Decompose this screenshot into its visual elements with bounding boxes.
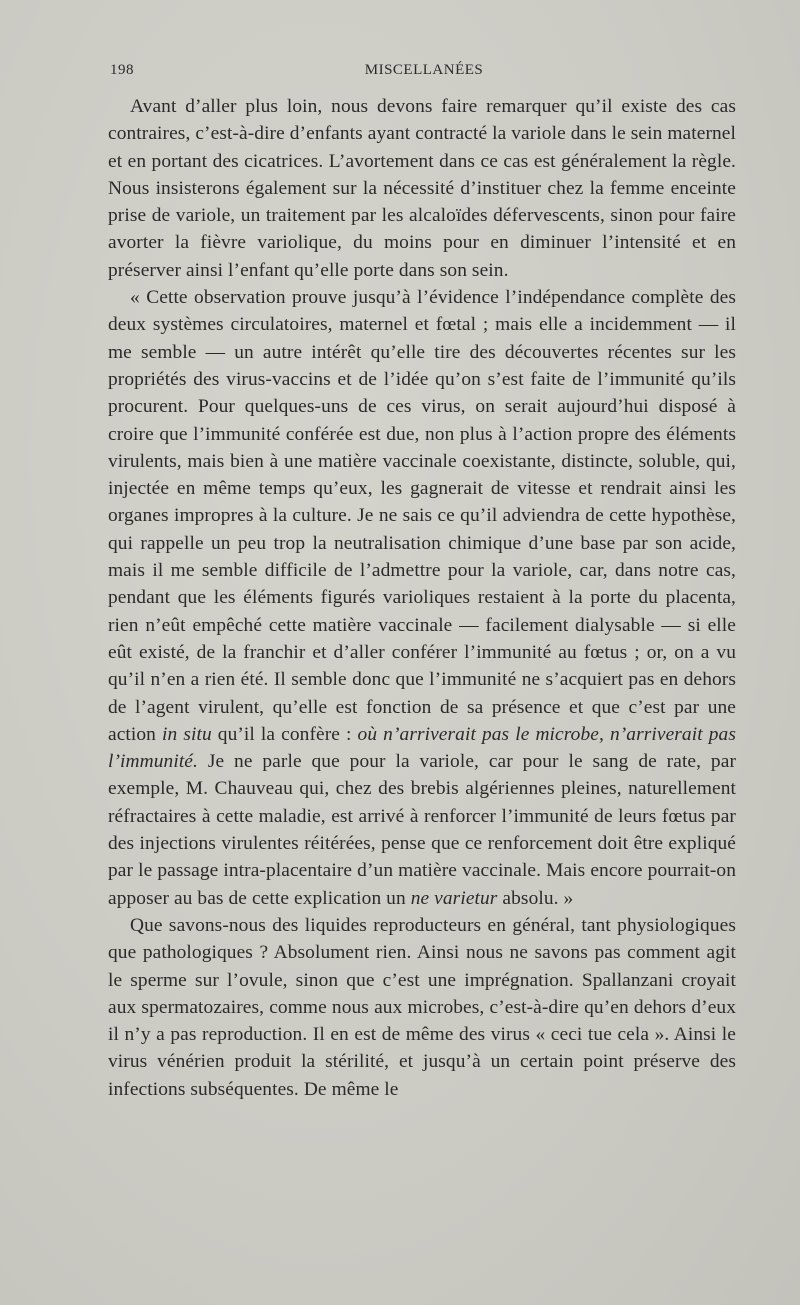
page-number: 198 [110,62,134,78]
running-title: MISCELLANÉES [364,62,484,78]
italic-span: ne varietur [410,887,498,909]
italic-span: où n’arriverait pas le microbe, n’arriverait pas l’immunité. [108,723,736,773]
italic-span: in situ [162,723,212,745]
page-header [110,62,738,84]
text-span: « Cette observation prouve jusqu’à l’évidence l’indépendance complète des deux systèmes circulatoires, maternel et fœtal ; mais elle a incidemment — il me semble — un autre intérêt qu’elle tire des découvertes récentes sur les propriétés des virus-vaccins et de l’idée qu’on s’est faite de l’immunité qu’ils procurent. Pour quelques-uns de ces virus, on serait aujourd’hui disposé à croire que l’immunité conférée est due, non plus à l’action propre des éléments virulents, mais bien à une matière vaccinale coexistante, distincte, soluble, qui, injectée en même temps qu’eux, les gagnerait de vitesse et rendrait ainsi les organes impropres à la culture. Je ne sais ce qu’il adviendra de cette hypothèse, qui rappelle un peu trop la neutralisation chimique d’une base par son acide, mais il me semble difficile de l’admettre pour la variole, car, dans notre cas, pendant que les éléments figurés varioliques restaient à la porte du placenta, rien n’eût empêché cette matière vaccinale — facilement dialysable — si elle eût existé, de la franchir et d’aller conférer l’immunité au fœtus ; or, on a vu qu’il n’en a rien été. Il semble donc que l’immunité ne s’acquiert pas en dehors de l’agent virulent, qu’elle est fonction de sa présence et que c’est par une action [108,287,736,745]
paragraph [108,93,736,284]
text-span: Que savons-nous des liquides reproducteurs en général, tant physiologiques que pathologiques ? Absolument rien. Ainsi nous ne savons pas comment agit le sperme sur l’ovule, sinon que c’est une imprégnation. Spallanzani croyait aux spermatozaires, comme nous aux microbes, c’est-à-dire qu’en dehors d’eux il n’y a pas reproduction. Il en est de même des virus « ceci tue cela ». Ainsi le virus vénérien produit la stérilité, et jusqu’à un certain point préserve des infections subséquentes. De même le [108,914,736,1100]
body-text [108,93,736,1103]
text-span: qu’il la confère : [211,723,358,745]
text-span: absolu. » [497,887,574,909]
paragraph [108,912,736,1103]
text-span: Avant d’aller plus loin, nous devons faire remarquer qu’il existe des cas contraires, c’est-à-dire d’enfants ayant contracté la variole dans le sein maternel et en portant des cicatrices. L’avortement dans ce cas est généralement la règle. Nous insisterons également sur la nécessité d’instituer chez la femme enceinte prise de variole, un traitement par les alcaloïdes défervescents, sinon pour faire avorter la fièvre variolique, du moins pour en diminuer l’intensité et en préserver ainsi l’enfant qu’elle porte dans son sein. [108,96,736,281]
text-span: Je ne parle que pour la variole, car pour le sang de rate, par exemple, M. Chauveau qui, chez des brebis algériennes pleines, naturellement réfractaires à cette maladie, est arrivé à renforcer l’immunité de leurs fœtus par des injections virulentes réitérées, pense que ce renforcement doit être expliqué par le passage intra-placentaire d’un matière vaccinale. Mais encore pourrait-on apposer au bas de cette explication un [108,751,736,909]
paragraph [108,284,736,912]
